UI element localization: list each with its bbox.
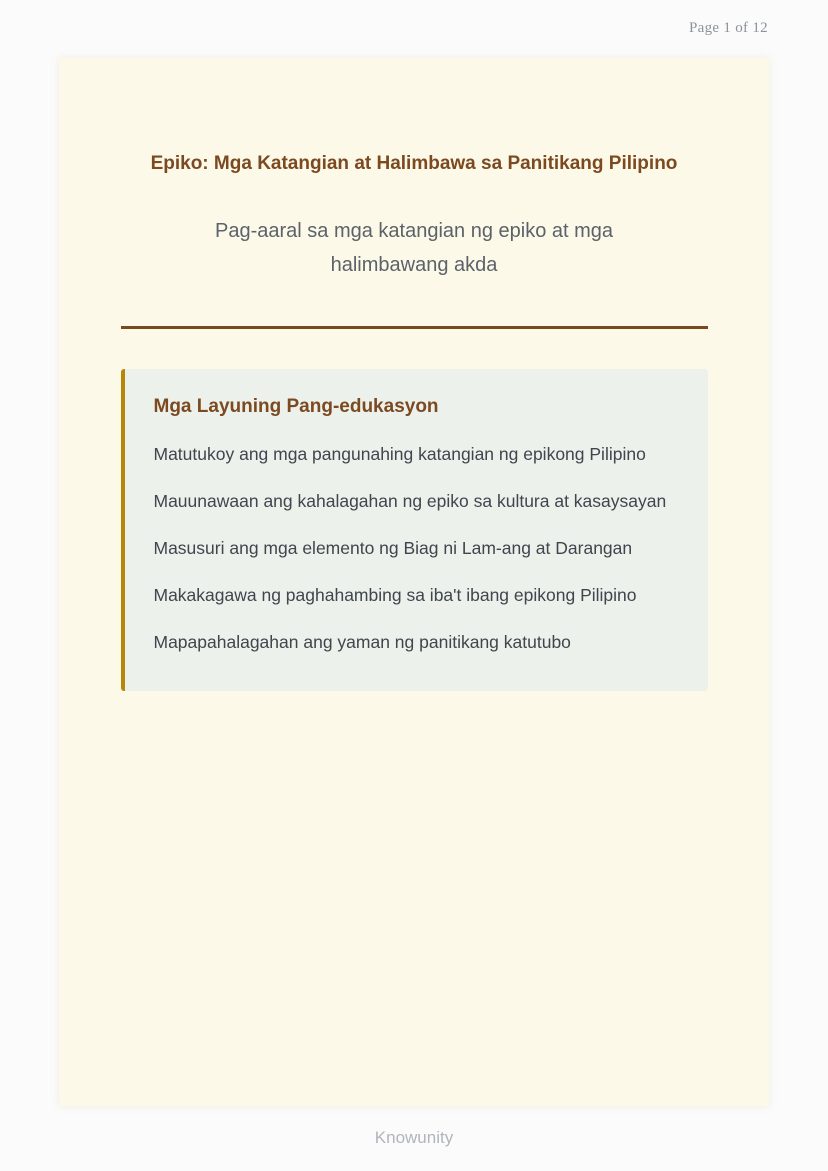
document-title: Epiko: Mga Katangian at Halimbawa sa Panitikang Pilipino bbox=[150, 153, 678, 174]
objective-item: Matutukoy ang mga pangunahing katangian ng epikong Pilipino bbox=[153, 444, 646, 464]
document-page bbox=[59, 58, 769, 1106]
objectives-heading: Mga Layuning Pang-edukasyon bbox=[153, 396, 439, 417]
objective-item: Masusuri ang mga elemento ng Biag ni Lam-ang at Darangan bbox=[153, 538, 633, 558]
objective-item: Makakagawa ng paghahambing sa iba't ibang epikong Pilipino bbox=[153, 585, 637, 605]
objective-item: Mapapahalagahan ang yaman ng panitikang katutubo bbox=[153, 632, 571, 652]
objectives-box bbox=[121, 369, 708, 691]
section-divider bbox=[121, 326, 708, 329]
objective-item: Mauunawaan ang kahalagahan ng epiko sa kultura at kasaysayan bbox=[153, 491, 667, 511]
document-subtitle: Pag-aaral sa mga katangian ng epiko at mga halimbawang akda bbox=[214, 220, 614, 276]
brand-watermark: Knowunity bbox=[374, 1128, 454, 1147]
page-indicator: Page 1 of 12 bbox=[688, 20, 768, 36]
